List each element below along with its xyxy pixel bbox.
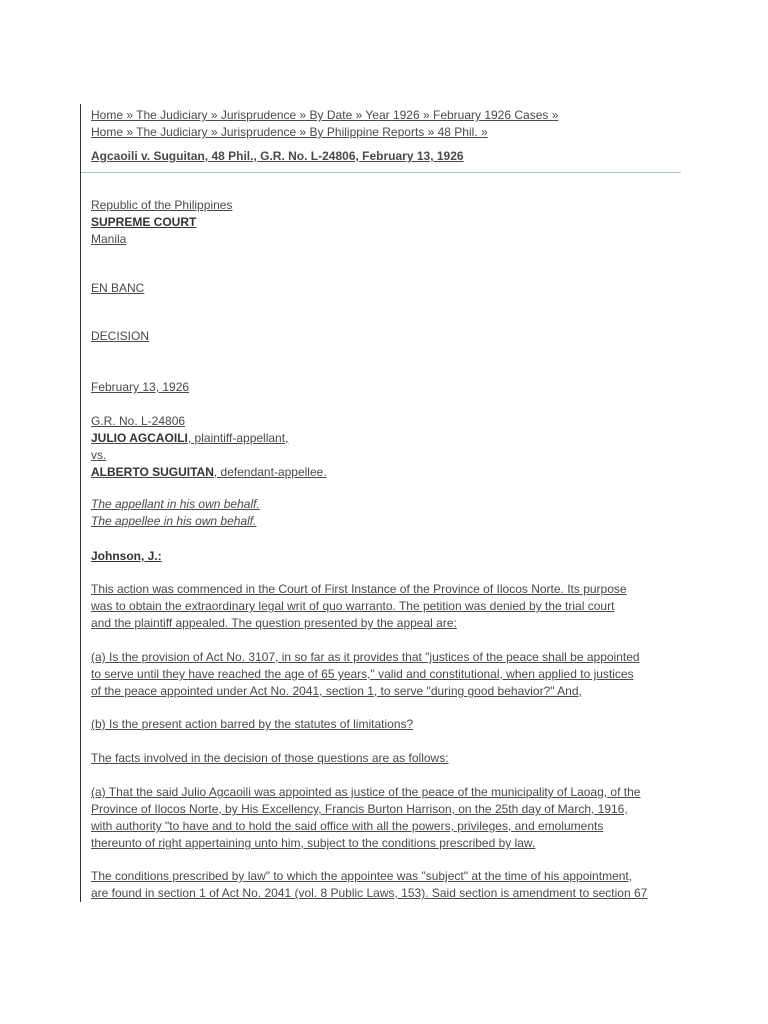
paragraph-line: with authority "to have and to hold the said office with all the powers, privileges, and emoluments	[91, 819, 604, 833]
paragraph-line: (b) Is the present action barred by the statutes of limitations?	[91, 717, 414, 731]
paragraph-6	[91, 868, 671, 902]
paragraph-line: This action was commenced in the Court of First Instance of the Province of Ilocos Norte. Its purpose	[91, 582, 627, 596]
ponente	[91, 548, 671, 565]
paragraph-line: and the plaintiff appealed. The question presented by the appeal are:	[91, 616, 457, 630]
paragraph-1	[91, 581, 671, 632]
defendant-name: ALBERTO SUGUITAN	[91, 465, 214, 479]
versus-label: vs.	[91, 448, 107, 462]
en-banc-label	[91, 280, 671, 297]
decision-text: DECISION	[91, 329, 150, 343]
paragraph-4	[91, 750, 671, 767]
ponente-text: Johnson, J.:	[91, 549, 162, 563]
title-divider	[81, 172, 681, 173]
paragraph-line: thereunto of right appertaining unto him, subject to the conditions prescribed by law.	[91, 836, 536, 850]
paragraph-line: was to obtain the extraordinary legal writ of quo warranto. The petition was denied by the trial court	[91, 599, 615, 613]
en-banc-text: EN BANC	[91, 281, 145, 295]
plaintiff-role: , plaintiff-appellant,	[187, 431, 289, 445]
paragraph-line: are found in section 1 of Act No. 2041 (vol. 8 Public Laws, 153). Said section is amendment to section 67	[91, 886, 648, 900]
counsel-appellee: The appellee in his own behalf.	[91, 514, 257, 528]
paragraph-line: The facts involved in the decision of those questions are as follows:	[91, 751, 449, 765]
court-label: SUPREME COURT	[91, 215, 197, 229]
paragraph-3	[91, 716, 671, 733]
counsel-appellant: The appellant in his own behalf.	[91, 497, 260, 511]
paragraph-line: of the peace appointed under Act No. 2041, section 1, to serve "during good behavior?" And,	[91, 684, 582, 698]
paragraph-line: Province of Ilocos Norte, by His Excellency, Francis Burton Harrison, on the 25th day of March, 1916,	[91, 802, 628, 816]
paragraph-line: The conditions prescribed by law" to which the appointee was "subject" at the time of his appointment,	[91, 869, 633, 883]
decision-label	[91, 328, 671, 345]
decision-date	[91, 379, 671, 396]
court-header	[91, 197, 671, 248]
parties-block	[91, 413, 671, 481]
republic-label: Republic of the Philippines	[91, 198, 233, 212]
breadcrumb-line-1[interactable]: Home » The Judiciary » Jurisprudence » By Date » Year 1926 » February 1926 Cases »	[91, 108, 559, 122]
counsel-block	[91, 496, 671, 530]
breadcrumb-line-2[interactable]: Home » The Judiciary » Jurisprudence » By Philippine Reports » 48 Phil. »	[91, 125, 488, 139]
paragraph-line: (a) That the said Julio Agcaoili was appointed as justice of the peace of the municipality of Laoag, of the	[91, 785, 641, 799]
paragraph-line: (a) Is the provision of Act No. 3107, in so far as it provides that "justices of the peace shall be appointed	[91, 650, 640, 664]
paragraph-5	[91, 784, 671, 852]
case-title[interactable]: Agcaoili v. Suguitan, 48 Phil., G.R. No. L-24806, February 13, 1926	[91, 149, 464, 163]
city-label: Manila	[91, 232, 127, 246]
paragraph-2	[91, 649, 671, 700]
gr-number: G.R. No. L-24806	[91, 414, 186, 428]
date-text: February 13, 1926	[91, 380, 190, 394]
document-page	[80, 104, 681, 902]
defendant-role: , defendant-appellee.	[213, 465, 327, 479]
plaintiff-name: JULIO AGCAOILI	[91, 431, 188, 445]
breadcrumb	[91, 107, 558, 141]
paragraph-line: to serve until they have reached the age of 65 years," valid and constitutional, when applied to justices	[91, 667, 634, 681]
